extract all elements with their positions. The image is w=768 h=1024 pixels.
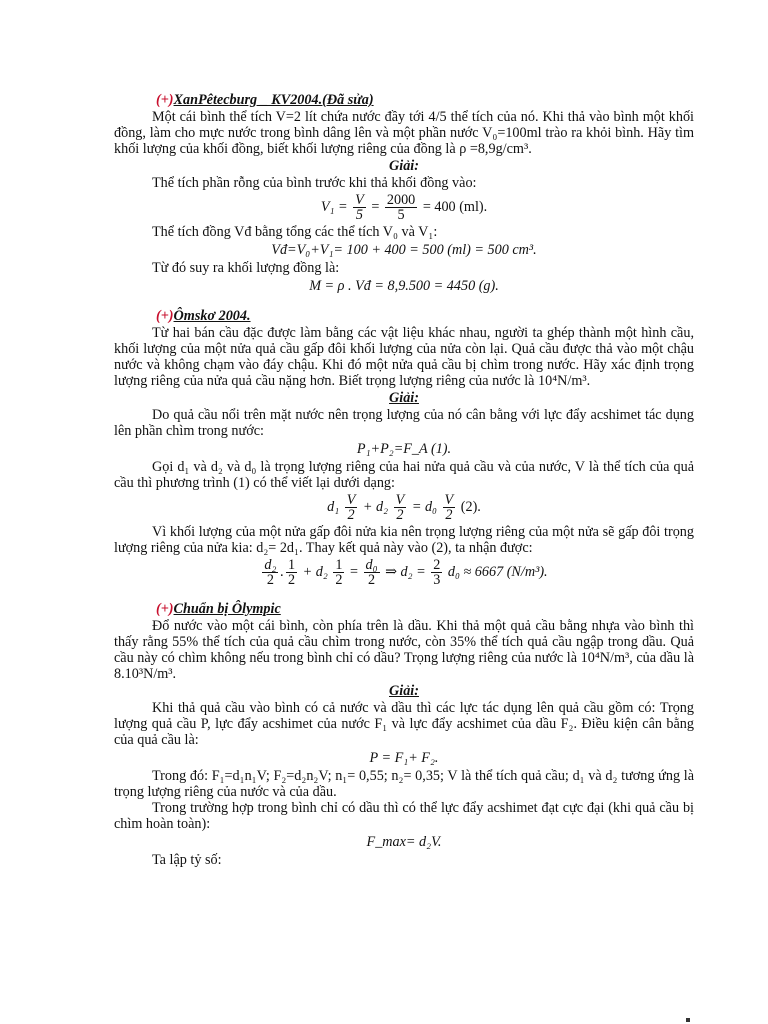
section-gap [114,296,694,308]
problem-2-step-1: Do quả cầu nổi trên mặt nước nên trọng lượng của nó cân bằng với lực đẩy acshimet tác dụng lên phần chìm trong nước: [114,407,694,439]
numerator: V [444,492,454,508]
problem-1-marker: (+) [156,92,174,108]
denominator: 2 [266,572,274,588]
fraction [431,558,442,587]
denominator: 3 [433,572,441,588]
problem-1-title: XanPêtecburg _ KV2004.(Đã sửa) [173,92,374,108]
denominator: 2 [287,572,296,588]
numerator: 1 [335,557,343,573]
eq-term: = [371,198,380,215]
problem-3-equation-2: F_max= d₂V. [366,834,442,850]
denominator: 5 [397,207,405,223]
fraction [262,558,278,587]
eq-term: ⇒ d₂ = [385,563,426,580]
numerator: d₂ [264,557,277,573]
denominator: 5 [355,207,363,223]
denominator: 2 [335,572,343,588]
problem-2-equation-2 [114,493,694,522]
problem-1-step-2: Thể tích đồng Vđ bằng tổng các thể tích V₀ và V₁: [152,224,438,240]
eq-term: + d₂ [362,498,389,515]
problem-2-statement: Từ hai bán cầu đặc được làm bằng các vật liệu khác nhau, người ta ghép thành một hình cầu, khối lượng của một nửa quả cầu gấp đôi khối lượng của nửa còn lại. Quả cầu được thả vào một chậu nước và không chạm vào đáy chậu. Khi đó một nửa quả cầu bị chìm trong nước. Hãy xác định trọng lượng riêng của nửa quả cầu nặng hơn. Biết trọng lượng riêng của nước là 10⁴N/m³. [114,325,694,389]
numerator: 2 [433,557,441,573]
problem-1-solution-label: Giải: [389,158,419,174]
numerator: V [395,492,405,508]
denominator: 2 [445,507,453,523]
fraction [286,558,297,587]
problem-3-step-1: Khi thả quả cầu vào bình có cả nước và dầu thì các lực tác dụng lên quả cầu gồm có: Trọng lượng quả cầu P, lực đẩy acshimet của nước F₁ và lực đẩy acshimet của dầu F₂. Điều kiện cân bằng của quả cầu là: [114,700,694,748]
problem-3-equation-1: P = F₁+ F₂. [369,750,439,766]
problem-2-step-2: Gọi d₁ và d₂ và d₀ là trọng lượng riêng của hai nửa quả cầu và của nước, V là thể tích của quả cầu thì phương trình (1) có thể viết lại dưới dạng: [114,459,694,491]
numerator: 1 [287,557,296,573]
problem-3-solution-label: Giải: [389,683,419,699]
problem-3-step-2: Trong đó: F₁=d₁n₁V; F₂=d₂n₂V; n₁= 0,55; n₂= 0,35; V là thể tích quả cầu; d₁ và d₂ tương ứng là trọng lượng riêng của nước và của dầu. [114,768,694,800]
problem-3-step-4: Ta lập tỷ số: [152,852,222,868]
problem-3-step-3: Trong trường hợp trong bình chỉ có dầu thì có thể lực đẩy acshimet đạt cực đại (khi quả cầu bị chìm hoàn toàn): [114,800,694,832]
problem-3-statement: Đổ nước vào một cái bình, còn phía trên là dầu. Khi thả một quả cầu bằng nhựa vào bình thì thấy rằng 55% thể tích của quả cầu chìm trong nước, còn 35% thể tích quả cầu ngập trong dầu. Quả cầu này có chìm không nếu trong bình chỉ có dầu? Trọng lượng riêng của nước là 10⁴N/m³, của dầu là 8.10³N/m³. [114,618,694,682]
eq-term: = d₀ [411,498,437,515]
eq-term: d₀ ≈ 6667 (N/m³). [447,563,548,580]
problem-1-equation-1 [114,193,694,222]
problem-1-heading [156,92,694,108]
fraction [353,193,366,222]
eq-term: d₁ [327,498,340,515]
denominator: 2 [367,572,376,588]
fraction [333,558,344,587]
fraction [345,493,358,522]
document-page [114,92,694,868]
fraction [394,493,407,522]
page-corner-mark [686,1018,690,1022]
eq-term: = 400 (ml). [422,198,488,215]
eq-tag: (2). [460,498,481,515]
problem-1-statement: Một cái bình thể tích V=2 lít chứa nước đầy tới 4/5 thể tích của nó. Khi thả vào bình một khối đồng, làm cho mực nước trong bình dâng lên và một phần nước V₀=100ml trào ra khỏi bình. Hãy tìm khối lượng của khối đồng, biết khối lượng riêng của đồng là ρ =8,9g/cm³. [114,109,694,157]
numerator: V [346,492,356,508]
problem-2-title: Ômskơ 2004. [173,308,251,324]
problem-2-equation-3: $\frac{\text{d₂}}{2}$ . $\frac{1}{2}$ + d₂ $\frac{1}{2}$ = $\frac{\text{d₀}}{2}$ ⇒ d₂ = $\frac{2}{3}$ d₀ ≈ 6667 (N/m³). [264,557,548,588]
denominator: 2 [347,507,355,523]
eq-term: + d₂ [302,563,328,580]
problem-2-equation-1: P₁+P₂=F_A (1). [356,441,452,457]
problem-1-equation-3: M = ρ . Vđ = 8,9.500 = 4450 (g). [309,278,499,294]
eq-term: V₁ = [320,198,348,215]
fraction [385,193,417,222]
problem-2-heading [156,308,694,324]
denominator: 2 [396,507,404,523]
problem-2-solution-label: Giải: [389,390,419,406]
problem-3-heading [156,601,694,617]
problem-3-title: Chuẩn bị Ôlympic [173,601,281,617]
section-gap [114,589,694,601]
problem-1-equation-2: Vđ=V₀+V₁= 100 + 400 = 500 (ml) = 500 cm³. [271,242,537,258]
fraction [364,558,380,587]
numerator: V [355,192,364,208]
fraction [443,493,456,522]
numerator: 2000 [386,192,416,208]
eq-term: = [349,563,358,580]
numerator: d₀ [365,557,378,573]
problem-1-step-3: Từ đó suy ra khối lượng đồng là: [152,260,340,276]
problem-1-step-1: Thể tích phần rỗng của bình trước khi thả khối đồng vào: [152,175,477,191]
problem-2-step-3: Vì khối lượng của một nửa gấp đôi nửa kia nên trọng lượng riêng của một nửa sẽ gấp đôi trọng lượng riêng của nửa kia: d₂= 2d₁. Thay kết quả này vào (2), ta nhận được: [114,524,694,556]
problem-3-marker: (+) [156,601,174,617]
problem-2-marker: (+) [156,308,174,324]
